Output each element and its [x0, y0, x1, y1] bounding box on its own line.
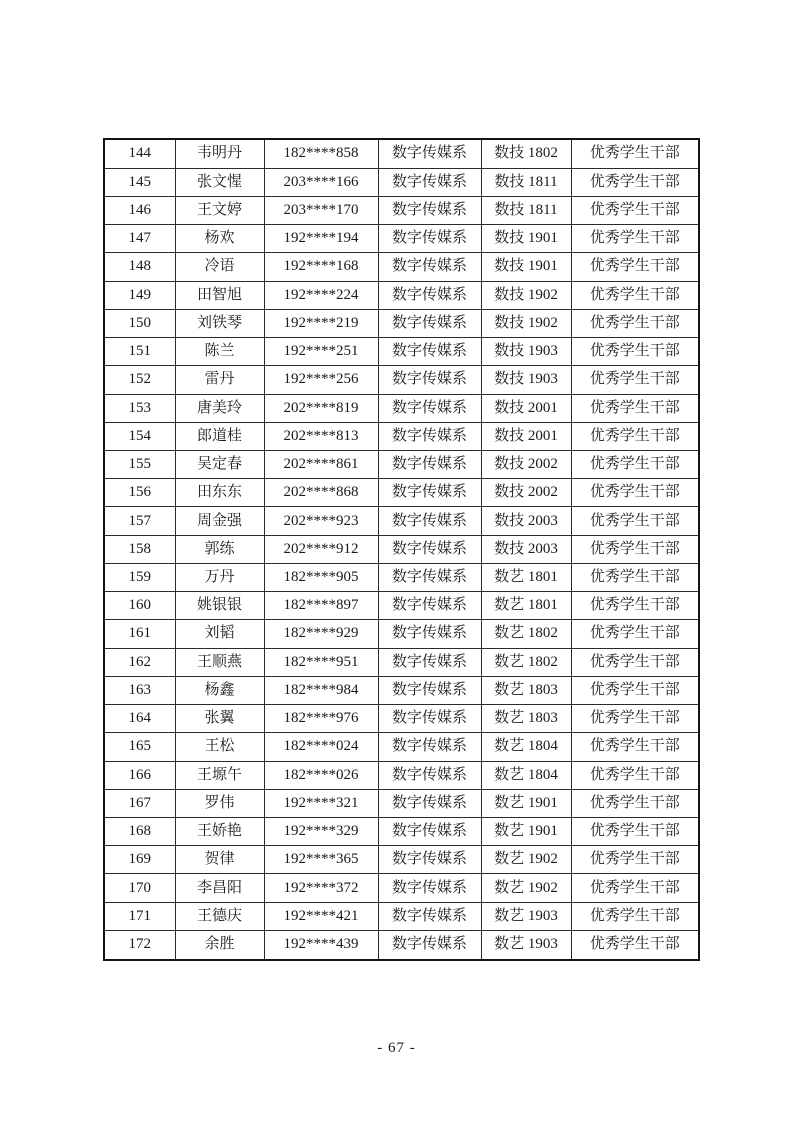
cell-id: 192****365 — [264, 846, 378, 874]
cell-no: 158 — [104, 535, 175, 563]
cell-id: 182****897 — [264, 592, 378, 620]
cell-dept: 数字传媒系 — [378, 733, 481, 761]
cell-no: 147 — [104, 225, 175, 253]
cell-class: 数技 1811 — [481, 196, 571, 224]
table-row — [104, 253, 699, 281]
cell-award: 优秀学生干部 — [571, 422, 699, 450]
cell-dept: 数字传媒系 — [378, 648, 481, 676]
cell-no: 144 — [104, 139, 175, 168]
cell-name: 吴定春 — [175, 450, 264, 478]
table-row — [104, 620, 699, 648]
cell-award: 优秀学生干部 — [571, 620, 699, 648]
cell-name: 冷语 — [175, 253, 264, 281]
cell-name: 王塬午 — [175, 761, 264, 789]
cell-id: 192****439 — [264, 930, 378, 960]
cell-id: 182****951 — [264, 648, 378, 676]
cell-id: 202****819 — [264, 394, 378, 422]
cell-name: 王松 — [175, 733, 264, 761]
cell-id: 182****976 — [264, 705, 378, 733]
cell-dept: 数字传媒系 — [378, 789, 481, 817]
cell-no: 161 — [104, 620, 175, 648]
table-row — [104, 225, 699, 253]
cell-class: 数技 1903 — [481, 338, 571, 366]
table-row — [104, 309, 699, 337]
cell-name: 姚银银 — [175, 592, 264, 620]
cell-award: 优秀学生干部 — [571, 874, 699, 902]
cell-name: 万丹 — [175, 563, 264, 591]
cell-award: 优秀学生干部 — [571, 563, 699, 591]
cell-class: 数艺 1903 — [481, 902, 571, 930]
cell-award: 优秀学生干部 — [571, 479, 699, 507]
cell-class: 数技 2001 — [481, 422, 571, 450]
cell-name: 唐美玲 — [175, 394, 264, 422]
cell-class: 数艺 1802 — [481, 620, 571, 648]
cell-id: 202****923 — [264, 507, 378, 535]
cell-class: 数技 2002 — [481, 450, 571, 478]
cell-name: 余胜 — [175, 930, 264, 960]
cell-id: 192****372 — [264, 874, 378, 902]
cell-award: 优秀学生干部 — [571, 761, 699, 789]
cell-name: 王德庆 — [175, 902, 264, 930]
cell-class: 数艺 1801 — [481, 592, 571, 620]
cell-name: 张翼 — [175, 705, 264, 733]
cell-name: 陈兰 — [175, 338, 264, 366]
cell-id: 202****861 — [264, 450, 378, 478]
table-row — [104, 676, 699, 704]
cell-award: 优秀学生干部 — [571, 902, 699, 930]
cell-award: 优秀学生干部 — [571, 450, 699, 478]
cell-no: 165 — [104, 733, 175, 761]
cell-class: 数艺 1901 — [481, 818, 571, 846]
records-table-body — [104, 139, 699, 960]
cell-class: 数技 2001 — [481, 394, 571, 422]
cell-id: 192****194 — [264, 225, 378, 253]
cell-id: 203****170 — [264, 196, 378, 224]
table-row — [104, 450, 699, 478]
cell-id: 192****421 — [264, 902, 378, 930]
cell-award: 优秀学生干部 — [571, 196, 699, 224]
table-row — [104, 648, 699, 676]
cell-award: 优秀学生干部 — [571, 535, 699, 563]
cell-id: 192****251 — [264, 338, 378, 366]
cell-class: 数艺 1803 — [481, 676, 571, 704]
cell-no: 157 — [104, 507, 175, 535]
cell-award: 优秀学生干部 — [571, 789, 699, 817]
cell-dept: 数字传媒系 — [378, 196, 481, 224]
cell-id: 192****329 — [264, 818, 378, 846]
cell-award: 优秀学生干部 — [571, 253, 699, 281]
cell-no: 171 — [104, 902, 175, 930]
cell-name: 李昌阳 — [175, 874, 264, 902]
cell-no: 167 — [104, 789, 175, 817]
cell-id: 192****256 — [264, 366, 378, 394]
cell-id: 182****024 — [264, 733, 378, 761]
cell-dept: 数字传媒系 — [378, 253, 481, 281]
cell-award: 优秀学生干部 — [571, 507, 699, 535]
cell-id: 203****166 — [264, 168, 378, 196]
cell-class: 数技 1902 — [481, 309, 571, 337]
cell-id: 182****026 — [264, 761, 378, 789]
cell-id: 202****868 — [264, 479, 378, 507]
cell-class: 数技 2003 — [481, 507, 571, 535]
cell-award: 优秀学生干部 — [571, 733, 699, 761]
cell-dept: 数字传媒系 — [378, 338, 481, 366]
cell-name: 王娇艳 — [175, 818, 264, 846]
cell-name: 田智旭 — [175, 281, 264, 309]
table-row — [104, 705, 699, 733]
cell-name: 张文惺 — [175, 168, 264, 196]
cell-name: 韦明丹 — [175, 139, 264, 168]
table-row — [104, 168, 699, 196]
cell-id: 192****168 — [264, 253, 378, 281]
cell-dept: 数字传媒系 — [378, 902, 481, 930]
cell-class: 数技 1802 — [481, 139, 571, 168]
cell-class: 数艺 1803 — [481, 705, 571, 733]
page-number: - 67 - — [377, 1040, 416, 1056]
cell-class: 数技 1903 — [481, 366, 571, 394]
cell-name: 王顺燕 — [175, 648, 264, 676]
table-row — [104, 139, 699, 168]
table-row — [104, 535, 699, 563]
cell-award: 优秀学生干部 — [571, 309, 699, 337]
table-row — [104, 196, 699, 224]
cell-id: 192****224 — [264, 281, 378, 309]
table-row — [104, 874, 699, 902]
cell-no: 152 — [104, 366, 175, 394]
cell-name: 杨鑫 — [175, 676, 264, 704]
cell-award: 优秀学生干部 — [571, 930, 699, 960]
cell-award: 优秀学生干部 — [571, 818, 699, 846]
cell-no: 170 — [104, 874, 175, 902]
cell-dept: 数字传媒系 — [378, 846, 481, 874]
cell-id: 182****858 — [264, 139, 378, 168]
cell-dept: 数字传媒系 — [378, 507, 481, 535]
cell-id: 202****813 — [264, 422, 378, 450]
cell-dept: 数字传媒系 — [378, 930, 481, 960]
cell-name: 刘铁琴 — [175, 309, 264, 337]
cell-no: 172 — [104, 930, 175, 960]
cell-id: 202****912 — [264, 535, 378, 563]
cell-dept: 数字传媒系 — [378, 592, 481, 620]
cell-dept: 数字传媒系 — [378, 479, 481, 507]
cell-class: 数技 1811 — [481, 168, 571, 196]
cell-award: 优秀学生干部 — [571, 676, 699, 704]
table-row — [104, 733, 699, 761]
cell-name: 罗伟 — [175, 789, 264, 817]
table-row — [104, 789, 699, 817]
cell-name: 郎道桂 — [175, 422, 264, 450]
cell-dept: 数字传媒系 — [378, 676, 481, 704]
cell-name: 雷丹 — [175, 366, 264, 394]
cell-name: 郭练 — [175, 535, 264, 563]
cell-award: 优秀学生干部 — [571, 366, 699, 394]
table-row — [104, 479, 699, 507]
table-row — [104, 394, 699, 422]
cell-id: 192****219 — [264, 309, 378, 337]
table-row — [104, 592, 699, 620]
cell-id: 182****929 — [264, 620, 378, 648]
table-row — [104, 507, 699, 535]
table-row — [104, 281, 699, 309]
cell-class: 数艺 1804 — [481, 761, 571, 789]
cell-class: 数艺 1902 — [481, 874, 571, 902]
cell-dept: 数字传媒系 — [378, 874, 481, 902]
cell-class: 数技 2002 — [481, 479, 571, 507]
cell-dept: 数字传媒系 — [378, 818, 481, 846]
cell-no: 162 — [104, 648, 175, 676]
cell-class: 数艺 1801 — [481, 563, 571, 591]
cell-no: 156 — [104, 479, 175, 507]
cell-no: 151 — [104, 338, 175, 366]
cell-dept: 数字传媒系 — [378, 620, 481, 648]
cell-id: 182****905 — [264, 563, 378, 591]
cell-dept: 数字传媒系 — [378, 761, 481, 789]
cell-class: 数艺 1903 — [481, 930, 571, 960]
cell-award: 优秀学生干部 — [571, 225, 699, 253]
cell-dept: 数字传媒系 — [378, 366, 481, 394]
cell-class: 数艺 1902 — [481, 846, 571, 874]
cell-no: 159 — [104, 563, 175, 591]
cell-no: 145 — [104, 168, 175, 196]
cell-no: 150 — [104, 309, 175, 337]
cell-name: 田东东 — [175, 479, 264, 507]
cell-award: 优秀学生干部 — [571, 592, 699, 620]
cell-award: 优秀学生干部 — [571, 394, 699, 422]
cell-name: 杨欢 — [175, 225, 264, 253]
cell-dept: 数字传媒系 — [378, 535, 481, 563]
table-row — [104, 902, 699, 930]
cell-no: 160 — [104, 592, 175, 620]
cell-dept: 数字传媒系 — [378, 394, 481, 422]
table-row — [104, 563, 699, 591]
cell-no: 169 — [104, 846, 175, 874]
cell-no: 163 — [104, 676, 175, 704]
cell-class: 数技 1901 — [481, 225, 571, 253]
cell-name: 周金强 — [175, 507, 264, 535]
table-row — [104, 338, 699, 366]
cell-name: 刘韬 — [175, 620, 264, 648]
cell-dept: 数字传媒系 — [378, 225, 481, 253]
cell-dept: 数字传媒系 — [378, 422, 481, 450]
table-row — [104, 366, 699, 394]
table-row — [104, 761, 699, 789]
cell-no: 154 — [104, 422, 175, 450]
cell-award: 优秀学生干部 — [571, 139, 699, 168]
cell-no: 164 — [104, 705, 175, 733]
cell-class: 数技 1902 — [481, 281, 571, 309]
cell-award: 优秀学生干部 — [571, 338, 699, 366]
table-row — [104, 930, 699, 960]
cell-class: 数艺 1802 — [481, 648, 571, 676]
cell-award: 优秀学生干部 — [571, 648, 699, 676]
cell-no: 153 — [104, 394, 175, 422]
cell-dept: 数字传媒系 — [378, 139, 481, 168]
cell-dept: 数字传媒系 — [378, 563, 481, 591]
cell-dept: 数字传媒系 — [378, 168, 481, 196]
cell-id: 192****321 — [264, 789, 378, 817]
cell-name: 贺律 — [175, 846, 264, 874]
table-row — [104, 818, 699, 846]
cell-no: 148 — [104, 253, 175, 281]
cell-award: 优秀学生干部 — [571, 705, 699, 733]
table-row — [104, 422, 699, 450]
cell-no: 155 — [104, 450, 175, 478]
cell-dept: 数字传媒系 — [378, 705, 481, 733]
student-awards-table — [103, 138, 700, 961]
cell-award: 优秀学生干部 — [571, 281, 699, 309]
cell-dept: 数字传媒系 — [378, 450, 481, 478]
cell-class: 数艺 1901 — [481, 789, 571, 817]
cell-award: 优秀学生干部 — [571, 168, 699, 196]
cell-dept: 数字传媒系 — [378, 281, 481, 309]
cell-id: 182****984 — [264, 676, 378, 704]
cell-award: 优秀学生干部 — [571, 846, 699, 874]
table-row — [104, 846, 699, 874]
cell-dept: 数字传媒系 — [378, 309, 481, 337]
cell-class: 数艺 1804 — [481, 733, 571, 761]
cell-no: 166 — [104, 761, 175, 789]
cell-no: 168 — [104, 818, 175, 846]
cell-name: 王文婷 — [175, 196, 264, 224]
cell-class: 数技 1901 — [481, 253, 571, 281]
cell-class: 数技 2003 — [481, 535, 571, 563]
cell-no: 149 — [104, 281, 175, 309]
cell-no: 146 — [104, 196, 175, 224]
